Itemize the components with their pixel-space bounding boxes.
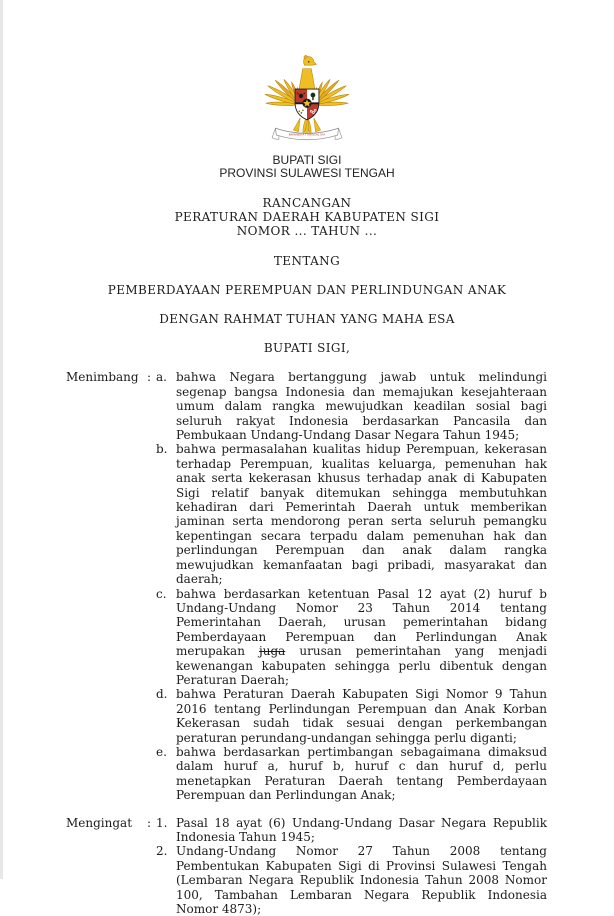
item-text-before-strike: bahwa berdasarkan ketentuan Pasal 12 ayat (2) huruf b Undang-Undang Nomor 23 Tahun 2014 tentang Pemerintahan Daerah, urusan pemerintahan bidang Pemberdayaan Perempuan dan Perlindungan Anak merupakan	[176, 586, 547, 659]
item-text: Undang-Undang Nomor 27 Tahun 2008 tentang Pembentukan Kabupaten Sigi di Provinsi Sulawesi Tengah (Lembaran Negara Republik Indonesia Tahun 2008 Nomor 100, Tambahan Lembaran Negara Republik Indonesia Nomor 4873);	[176, 844, 547, 916]
mengingat-item-1	[156, 816, 547, 845]
item-marker: e.	[156, 744, 167, 759]
banner-motto-text: BHINNEKA TUNGGAL IKA	[288, 132, 326, 137]
emblem-container	[0, 0, 614, 151]
item-marker: 2.	[156, 844, 168, 859]
menimbang-items	[156, 370, 547, 802]
invocation-line: DENGAN RAHMAT TUHAN YANG MAHA ESA	[159, 312, 455, 327]
mengingat-item-2	[156, 844, 547, 916]
item-marker: 1.	[156, 815, 168, 830]
mengingat-label: Mengingat	[66, 815, 133, 830]
pancasila-shield	[293, 89, 320, 121]
item-marker: d.	[156, 687, 168, 702]
issuer-line: BUPATI SIGI,	[263, 341, 351, 356]
item-text: bahwa berdasarkan pertimbangan sebagaimana dimaksud dalam huruf a, huruf b, huruf c dan huruf d, perlu menetapkan Peraturan Daerah tentang Pemberdayaan Perempuan dan Perlindungan Anak;	[176, 744, 547, 803]
title-nomor-tahun: NOMOR ... TAHUN ...	[236, 224, 378, 239]
item-text: bahwa permasalahan kualitas hidup Perempuan, kekerasan terhadap Perempuan, kualitas keluarga, pemenuhan hak anak serta kekerasan khusus terhadap anak di Kabupaten Sigi relatif banyak ditemukan sehingga membutuhkan kehadiran dari Pemerintah Daerah untuk memberikan jaminan serta mendorong peran serta seluruh pemangku kepentingan secara terpadu dalam pemenuhan hak dan perlindungan Perempuan dan anak dalam rangka mewujudkan kemanfaatan bagi pribadi, masyarakat dan daerah;	[176, 442, 547, 587]
item-text	[176, 587, 547, 688]
item-text: bahwa Negara bertanggung jawab untuk melindungi segenap bangsa Indonesia dan memajukan kesejahteraan umum dalam rangka mewujudkan keadilan sosial bagi seluruh rakyat Indonesia berdasarkan Pancasila dan Pembukaan Undang-Undang Dasar Negara Tahun 1945;	[176, 370, 547, 443]
regulation-subject: PEMBERDAYAAN PEREMPUAN DAN PERLINDUNGAN ANAK	[107, 282, 507, 297]
tentang-label: TENTANG	[273, 253, 341, 268]
menimbang-item-e	[156, 745, 547, 803]
letterhead-office: BUPATI SIGI	[272, 153, 342, 167]
menimbang-item-d	[156, 687, 547, 745]
letterhead	[0, 154, 614, 180]
mengingat-section	[66, 816, 547, 916]
item-marker: b.	[156, 442, 168, 457]
garuda-pancasila-emblem	[264, 55, 350, 147]
letterhead-province: PROVINSI SULAWESI TENGAH	[219, 166, 395, 180]
menimbang-section	[66, 370, 547, 802]
title-rancangan: RANCANGAN	[262, 196, 352, 210]
menimbang-item-c	[156, 587, 547, 688]
item-marker: a.	[156, 370, 167, 385]
menimbang-item-b	[156, 442, 547, 586]
menimbang-colon: :	[147, 370, 152, 385]
menimbang-item-a	[156, 370, 547, 442]
title-block	[0, 196, 614, 239]
menimbang-label: Menimbang	[66, 370, 139, 385]
struck-word: juga	[259, 644, 286, 659]
mengingat-items	[156, 816, 547, 916]
title-perda: PERATURAN DAERAH KABUPATEN SIGI	[174, 210, 440, 225]
mengingat-colon: :	[147, 815, 152, 830]
item-marker: c.	[156, 586, 167, 601]
item-text-after-strike: urusan pemerintahan yang menjadi kewenangan kabupaten sehingga perlu dibentuk dengan Peraturan Daerah;	[176, 644, 548, 687]
item-text: Pasal 18 ayat (6) Undang-Undang Dasar Negara Republik Indonesia Tahun 1945;	[176, 815, 547, 845]
item-text: bahwa Peraturan Daerah Kabupaten Sigi Nomor 9 Tahun 2016 tentang Perlindungan Perempuan dan Anak Korban Kekerasan sudah tidak sesuai dengan perkembangan peraturan perundang-undangan sehingga perlu diganti;	[176, 687, 547, 745]
garuda-head	[304, 55, 317, 65]
